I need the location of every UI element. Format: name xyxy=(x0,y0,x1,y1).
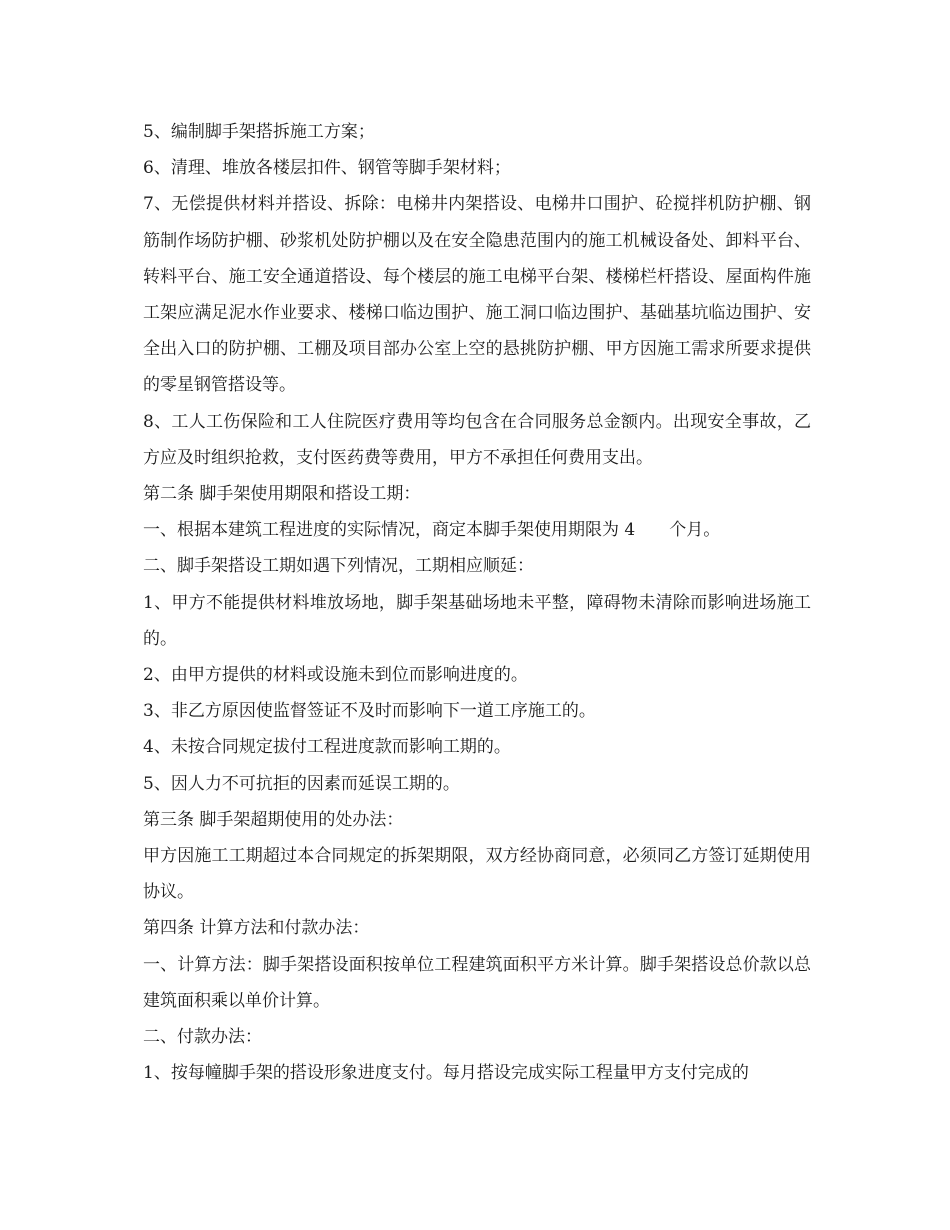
overdue-use-clause: 甲方因施工工期超过本合同规定的拆架期限，双方经协商同意，必须同乙方签订延期使用协议。 xyxy=(143,846,811,903)
paragraph-item-8: 8、工人工伤保险和工人住院医疗费用等均包含在合同服务总金额内。出现安全事故，乙方应及时组织抢救，支付医药费等费用，甲方不承担任何费用支出。 xyxy=(143,411,811,468)
paragraph-item-6: 6、清理、堆放各楼层扣件、钢管等脚手架材料； xyxy=(143,158,511,179)
article-3-heading: 第三条 脚手架超期使用的处办法： xyxy=(143,809,404,830)
paragraph-item-5: 5、编制脚手架搭拆施工方案； xyxy=(143,122,375,142)
payment-method-heading: 二、付款办法： xyxy=(143,1027,262,1048)
calculation-method-clause: 一、计算方法：脚手架搭设面积按单位工程建筑面积平方米计算。脚手架搭设总价款以总建筑面积乘以单价计算。 xyxy=(143,954,811,1011)
extension-condition-5: 5、因人力不可抗拒的因素而延误工期的。 xyxy=(143,773,460,794)
extension-condition-4: 4、未按合同规定拔付工程进度款而影响工期的。 xyxy=(143,737,511,758)
paragraph-item-7: 7、无偿提供材料并搭设、拆除：电梯井内架搭设、电梯井口围护、砼搅拌机防护棚、钢筋制作场防护棚、砂浆机处防护棚以及在安全隐患范围内的施工机械设备处、卸料平台、转料平台、施工安全通道搭设、每个楼层的施工电梯平台架、楼梯栏杆搭设、屋面构件施工架应满足泥水作业要求、楼梯口临边围护、施工洞口临边围护、基础基坑临边围护、安全出入口的防护棚、工棚及项目部办公室上空的悬挑防护棚、甲方因施工需求所要求提供的零星钢管搭设等。 xyxy=(143,194,811,396)
payment-method-item-1: 1、按每幢脚手架的搭设形象进度支付。每月搭设完成实际工程量甲方支付完成的 xyxy=(143,1063,749,1084)
article-2-heading: 第二条 脚手架使用期限和搭设工期： xyxy=(143,484,421,505)
document-body xyxy=(143,114,811,1091)
usage-period-clause: 一、根据本建筑工程进度的实际情况，商定本脚手架使用期限为 4 个月。 xyxy=(143,520,721,541)
extension-condition-2: 2、由甲方提供的材料或设施未到位而影响进度的。 xyxy=(143,665,528,686)
extension-condition-3: 3、非乙方原因使监督签证不及时而影响下一道工序施工的。 xyxy=(143,701,596,722)
article-4-heading: 第四条 计算方法和付款办法： xyxy=(143,918,370,939)
extension-conditions-intro: 二、脚手架搭设工期如遇下列情况，工期相应顺延： xyxy=(143,556,534,577)
extension-condition-1: 1、甲方不能提供材料堆放场地，脚手架基础场地未平整，障碍物未清除而影响进场施工的。 xyxy=(143,592,811,649)
